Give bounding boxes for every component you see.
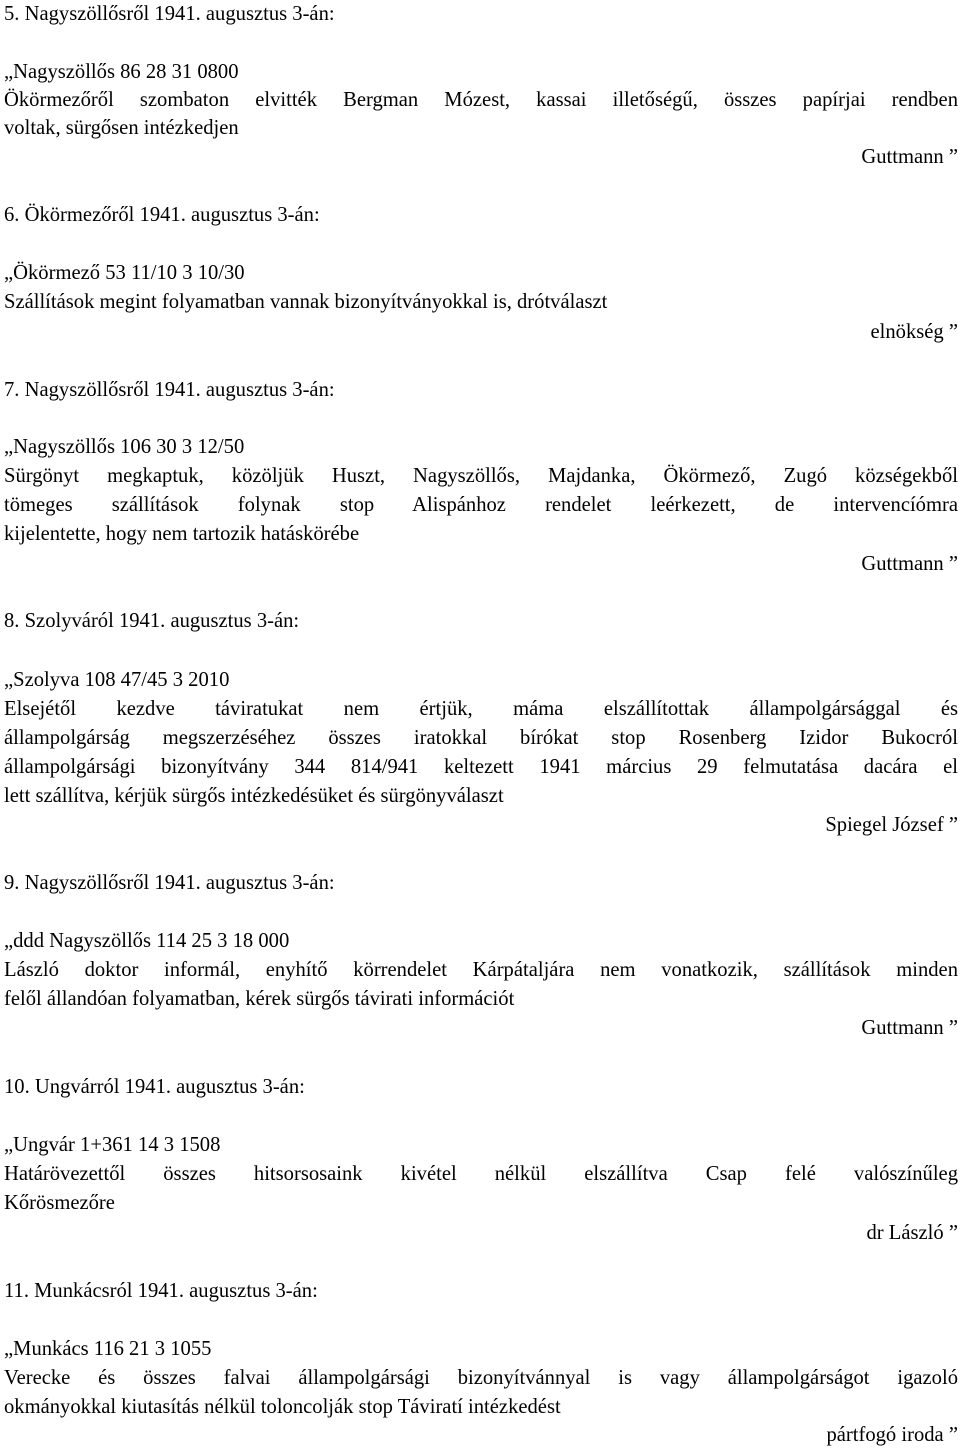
- signature: Guttmann ”: [861, 1017, 958, 1039]
- entry-heading: 10. Ungvárról 1941. augusztus 3-án:: [4, 1076, 305, 1098]
- body-line: kijelentette, hogy nem tartozik hatáskörébe: [4, 523, 360, 545]
- body-line: Szállítások megint folyamatban vannak bizonyítványokkal is, drótválaszt: [4, 291, 608, 313]
- entry-heading: 7. Nagyszöllősről 1941. augusztus 3-án:: [4, 379, 335, 401]
- body-line: felől állandóan folyamatban, kérek sürgős távirati információt: [4, 988, 515, 1010]
- signature: Guttmann ”: [861, 146, 958, 168]
- entry-heading: 11. Munkácsról 1941. augusztus 3-án:: [4, 1280, 318, 1302]
- entry-heading: 6. Ökörmezőről 1941. augusztus 3-án:: [4, 204, 320, 226]
- body-line: okmányokkal kiutasítás nélkül toloncolják stop Táviratí intézkedést: [4, 1396, 561, 1418]
- signature: Spiegel József ”: [825, 814, 958, 836]
- signature: Guttmann ”: [861, 553, 958, 575]
- signature: pártfogó iroda ”: [826, 1424, 958, 1446]
- body-line: Ökörmezőről szombaton elvitték Bergman Mózest, kassai illetőségű, összes papírjai rendben: [4, 89, 958, 111]
- entry-heading: 9. Nagyszöllősről 1941. augusztus 3-án:: [4, 872, 335, 894]
- signature: dr László ”: [866, 1222, 958, 1244]
- body-line: Határövezettől összes hitsorsosaink kivétel nélkül elszállítva Csap felé valószínűleg: [4, 1163, 958, 1185]
- entry-heading: 5. Nagyszöllősről 1941. augusztus 3-án:: [4, 3, 335, 25]
- telegram-code: „ddd Nagyszöllős 114 25 3 18 000: [4, 930, 290, 952]
- signature: elnökség ”: [870, 321, 958, 343]
- telegram-code: „Ökörmező 53 11/10 3 10/30: [4, 262, 245, 284]
- body-line: László doktor informál, enyhítő körrendelet Kárpátaljára nem vonatkozik, szállítások minden: [4, 959, 958, 981]
- entry-heading: 8. Szolyváról 1941. augusztus 3-án:: [4, 610, 300, 632]
- body-line: Kőrösmezőre: [4, 1192, 115, 1214]
- body-line: Verecke és összes falvai állampolgársági bizonyítvánnyal is vagy állampolgárságot igazoló: [4, 1367, 958, 1389]
- body-line: Elsejétől kezdve táviratukat nem értjük, máma elszállítottak állampolgársággal és: [4, 698, 958, 720]
- telegram-code: „Szolyva 108 47/45 3 2010: [4, 669, 230, 691]
- body-line: állampolgárság megszerzéséhez összes iratokkal bírókat stop Rosenberg Izidor Bukocról: [4, 727, 958, 749]
- body-line: Sürgönyt megkaptuk, közöljük Huszt, Nagyszöllős, Majdanka, Ökörmező, Zugó községekből: [4, 465, 958, 487]
- telegram-code: „Nagyszöllős 86 28 31 0800: [4, 61, 239, 83]
- telegram-code: „Nagyszöllős 106 30 3 12/50: [4, 436, 245, 458]
- telegram-code: „Ungvár 1+361 14 3 1508: [4, 1134, 221, 1156]
- body-line: állampolgársági bizonyítvány 344 814/941 keltezett 1941 március 29 felmutatása dacára el: [4, 756, 958, 778]
- body-line: lett szállítva, kérjük sürgős intézkedésüket és sürgönyválaszt: [4, 785, 504, 807]
- body-line: tömeges szállítások folynak stop Alispánhoz rendelet leérkezett, de intervencíómra: [4, 494, 958, 516]
- telegram-code: „Munkács 116 21 3 1055: [4, 1338, 212, 1360]
- body-line: voltak, sürgősen intézkedjen: [4, 117, 239, 139]
